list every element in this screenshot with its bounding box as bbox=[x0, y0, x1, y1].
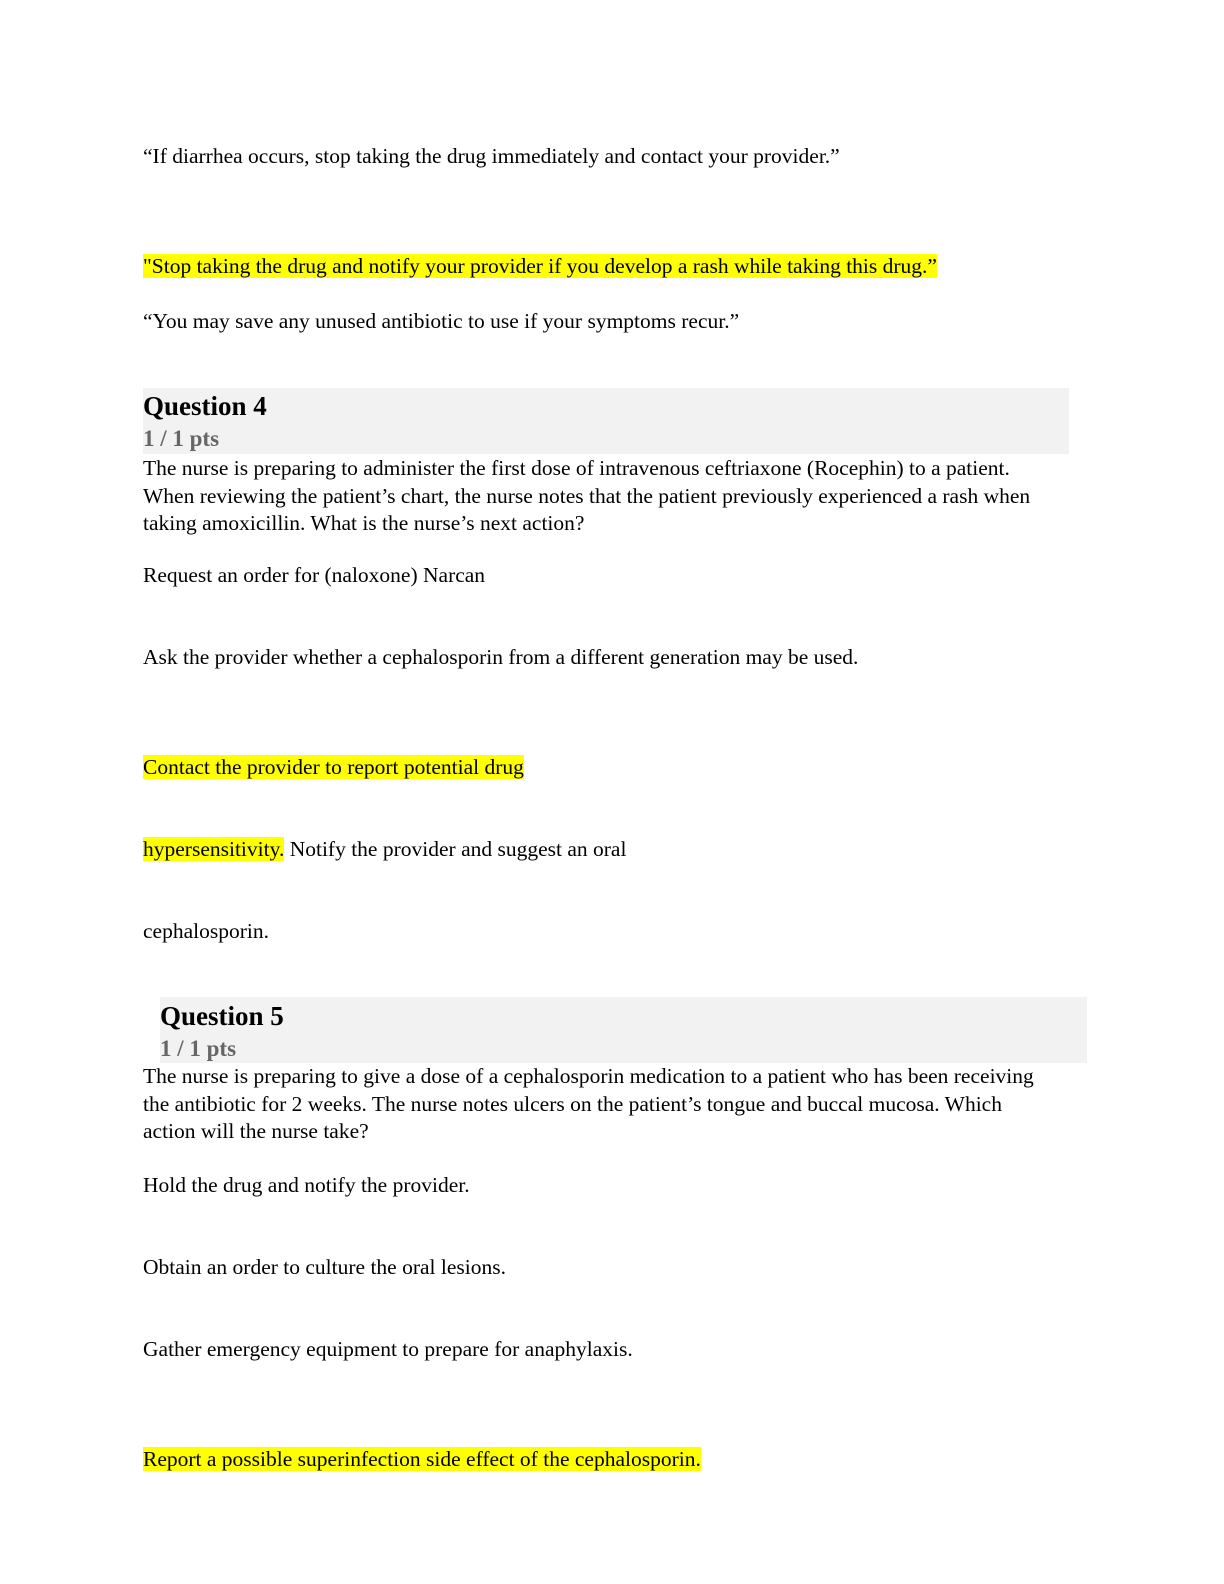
q4-option-c-highlight-2: hypersensitivity. bbox=[143, 837, 285, 861]
q5-option-4-highlight: Report a possible superinfection side effect of the cephalosporin. bbox=[143, 1447, 701, 1471]
q5-option-2: Obtain an order to culture the oral lesions. bbox=[143, 1255, 507, 1279]
q4-points: 1 / 1 pts bbox=[143, 426, 220, 451]
q4-option-d: Notify the provider and suggest an oral bbox=[284, 837, 627, 861]
q4-option-d-cont: cephalosporin. bbox=[143, 919, 269, 943]
q4-stem: The nurse is preparing to administer the first dose of intravenous ceftriaxone (Rocephin) to a patient. When reviewing the patient’s chart, the nurse notes that the patient previously experienced a rash when taking amoxicillin. What is the nurse’s next action? bbox=[143, 456, 1031, 535]
q3-option-2-highlight: "Stop taking the drug and notify your provider if you develop a rash while taking this drug.” bbox=[143, 254, 937, 278]
q4-option-b: Ask the provider whether a cephalosporin from a different generation may be used. bbox=[143, 645, 859, 669]
q5-option-3: Gather emergency equipment to prepare for anaphylaxis. bbox=[143, 1337, 633, 1361]
q3-option-3: “You may save any unused antibiotic to use if your symptoms recur.” bbox=[143, 309, 740, 333]
q5-option-4-correct bbox=[143, 1446, 701, 1473]
q5-header bbox=[160, 997, 1087, 1063]
q5-option-1: Hold the drug and notify the provider. bbox=[143, 1173, 470, 1197]
q5-points: 1 / 1 pts bbox=[160, 1036, 237, 1061]
q5-title: Question 5 bbox=[160, 1001, 284, 1031]
q4-option-c bbox=[143, 754, 524, 781]
q3-option-1: “If diarrhea occurs, stop taking the drug immediately and contact your provider.” bbox=[143, 144, 840, 168]
q3-option-2-correct bbox=[143, 253, 937, 280]
q4-option-c-d bbox=[143, 836, 626, 863]
q4-option-c-highlight: Contact the provider to report potential drug bbox=[143, 755, 524, 779]
q4-header bbox=[143, 388, 1069, 454]
q4-option-a: Request an order for (naloxone) Narcan bbox=[143, 563, 486, 587]
q4-title: Question 4 bbox=[143, 391, 267, 421]
q5-stem: The nurse is preparing to give a dose of a cephalosporin medication to a patient who has been receiving the antibiotic for 2 weeks. The nurse notes ulcers on the patient’s tongue and buccal mucosa. Which action will the nurse take? bbox=[143, 1064, 1034, 1143]
